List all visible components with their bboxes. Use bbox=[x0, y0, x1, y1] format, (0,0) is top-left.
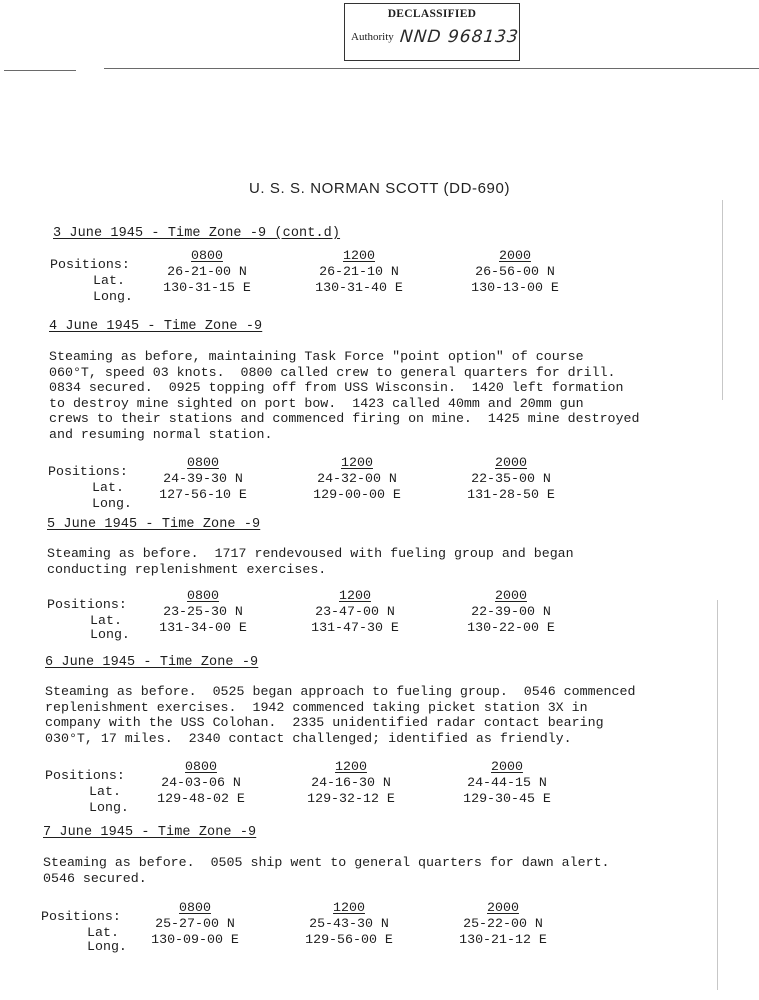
long-value: 129-56-00 E bbox=[305, 932, 393, 947]
long-label: Long. bbox=[93, 289, 133, 304]
lat-value: 24-16-30 N bbox=[311, 775, 391, 790]
position-column-2000 bbox=[441, 455, 581, 503]
long-value: 130-31-40 E bbox=[315, 280, 403, 295]
position-column-1200 bbox=[285, 588, 425, 636]
ship-title: U. S. S. NORMAN SCOTT (DD-690) bbox=[248, 180, 511, 197]
lat-value: 23-25-30 N bbox=[163, 604, 243, 619]
lat-label: Lat. bbox=[90, 613, 122, 628]
position-column-0800 bbox=[137, 248, 277, 296]
long-label: Long. bbox=[87, 939, 127, 954]
time-1200: 1200 bbox=[333, 900, 365, 915]
lat-value: 24-32-00 N bbox=[317, 471, 397, 486]
position-column-1200 bbox=[281, 759, 421, 807]
position-column-1200 bbox=[287, 455, 427, 503]
lat-value: 22-35-00 N bbox=[471, 471, 551, 486]
positions-block bbox=[47, 588, 737, 642]
long-value: 127-56-10 E bbox=[159, 487, 247, 502]
long-value: 131-34-00 E bbox=[159, 620, 247, 635]
time-2000: 2000 bbox=[499, 248, 531, 263]
entry-heading: 7 June 1945 - Time Zone -9 bbox=[43, 825, 257, 840]
entry-body: Steaming as before, maintaining Task Force "point option" of course 060°T, speed 03 knots. 0800 called crew to general quarters for drill. 0834 secured. 0925 topping off from USS Wisconsin. 1420 left formation to destroy mine sighted on port bow. 1423 called 40mm and 20mm gun crews to their stations and commenced firing on mine. 1425 mine destroyed and resuming normal station. bbox=[49, 349, 640, 442]
long-value: 130-22-00 E bbox=[467, 620, 555, 635]
lat-value: 23-47-00 N bbox=[315, 604, 395, 619]
time-0800: 0800 bbox=[187, 588, 219, 603]
lat-label: Lat. bbox=[89, 784, 121, 799]
entry-body: Steaming as before. 1717 rendevoused with fueling group and began conducting replenishment exercises. bbox=[47, 546, 574, 577]
log-entry-5-june bbox=[47, 517, 737, 642]
positions-block bbox=[50, 248, 743, 304]
time-1200: 1200 bbox=[341, 455, 373, 470]
long-label: Long. bbox=[92, 496, 132, 511]
positions-label: Positions: bbox=[45, 768, 125, 783]
positions-block bbox=[45, 759, 735, 815]
entry-heading: 4 June 1945 - Time Zone -9 bbox=[49, 319, 263, 334]
log-entry-7-june bbox=[41, 825, 733, 954]
stamp-authority-label: Authority bbox=[351, 31, 394, 43]
long-value: 130-31-15 E bbox=[163, 280, 251, 295]
long-value: 131-28-50 E bbox=[467, 487, 555, 502]
lat-value: 25-43-30 N bbox=[309, 916, 389, 931]
positions-block bbox=[41, 900, 733, 954]
lat-value: 26-56-00 N bbox=[475, 264, 555, 279]
position-column-2000 bbox=[437, 759, 577, 807]
lat-value: 26-21-00 N bbox=[167, 264, 247, 279]
long-value: 130-09-00 E bbox=[151, 932, 239, 947]
entry-heading: 3 June 1945 - Time Zone -9 (cont.d) bbox=[53, 226, 341, 241]
long-value: 130-13-00 E bbox=[471, 280, 559, 295]
time-2000: 2000 bbox=[487, 900, 519, 915]
lat-label: Lat. bbox=[93, 273, 125, 288]
time-2000: 2000 bbox=[495, 455, 527, 470]
position-column-1200 bbox=[289, 248, 429, 296]
long-value: 131-47-30 E bbox=[311, 620, 399, 635]
long-value: 129-32-12 E bbox=[307, 791, 395, 806]
long-value: 129-00-00 E bbox=[313, 487, 401, 502]
entry-heading: 6 June 1945 - Time Zone -9 bbox=[45, 655, 259, 670]
entry-body: Steaming as before. 0525 began approach to fueling group. 0546 commenced replenishment exercises. 1942 commenced taking picket station 3X in company with the USS Colohan. 2335 unidentified radar contact bearing 030°T, 17 miles. 2340 contact challenged; identified as friendly. bbox=[45, 684, 636, 746]
lat-value: 22-39-00 N bbox=[471, 604, 551, 619]
time-2000: 2000 bbox=[495, 588, 527, 603]
time-0800: 0800 bbox=[187, 455, 219, 470]
time-0800: 0800 bbox=[179, 900, 211, 915]
lat-value: 26-21-10 N bbox=[319, 264, 399, 279]
long-label: Long. bbox=[90, 627, 130, 642]
lat-value: 25-27-00 N bbox=[155, 916, 235, 931]
position-column-2000 bbox=[441, 588, 581, 636]
positions-label: Positions: bbox=[48, 464, 128, 479]
lat-value: 25-22-00 N bbox=[463, 916, 543, 931]
time-1200: 1200 bbox=[339, 588, 371, 603]
time-1200: 1200 bbox=[343, 248, 375, 263]
positions-label: Positions: bbox=[50, 257, 130, 272]
log-entry-3-june bbox=[50, 226, 743, 304]
lat-label: Lat. bbox=[87, 925, 119, 940]
stamp-authority-value: NND 968133 bbox=[398, 27, 520, 47]
time-0800: 0800 bbox=[185, 759, 217, 774]
stamp-title: DECLASSIFIED bbox=[387, 8, 477, 20]
position-column-0800 bbox=[125, 900, 265, 948]
positions-block bbox=[48, 455, 739, 511]
lat-value: 24-39-30 N bbox=[163, 471, 243, 486]
time-0800: 0800 bbox=[191, 248, 223, 263]
declassified-stamp bbox=[344, 3, 520, 61]
lat-label: Lat. bbox=[92, 480, 124, 495]
long-value: 130-21-12 E bbox=[459, 932, 547, 947]
entry-heading: 5 June 1945 - Time Zone -9 bbox=[47, 517, 261, 532]
long-label: Long. bbox=[89, 800, 129, 815]
lat-value: 24-03-06 N bbox=[161, 775, 241, 790]
stamp-authority-row bbox=[351, 27, 518, 47]
log-entry-6-june bbox=[45, 655, 735, 815]
time-2000: 2000 bbox=[491, 759, 523, 774]
log-entry-4-june bbox=[48, 319, 739, 511]
position-column-1200 bbox=[279, 900, 419, 948]
long-value: 129-48-02 E bbox=[157, 791, 245, 806]
position-column-0800 bbox=[131, 759, 271, 807]
scan-top-rule-left bbox=[4, 70, 76, 71]
position-column-2000 bbox=[433, 900, 573, 948]
time-1200: 1200 bbox=[335, 759, 367, 774]
scan-top-rule-right bbox=[104, 68, 759, 69]
positions-label: Positions: bbox=[41, 909, 121, 924]
positions-label: Positions: bbox=[47, 597, 127, 612]
position-column-0800 bbox=[133, 455, 273, 503]
entry-body: Steaming as before. 0505 ship went to general quarters for dawn alert. 0546 secured. bbox=[43, 855, 610, 886]
long-value: 129-30-45 E bbox=[463, 791, 551, 806]
position-column-0800 bbox=[133, 588, 273, 636]
lat-value: 24-44-15 N bbox=[467, 775, 547, 790]
position-column-2000 bbox=[445, 248, 585, 296]
